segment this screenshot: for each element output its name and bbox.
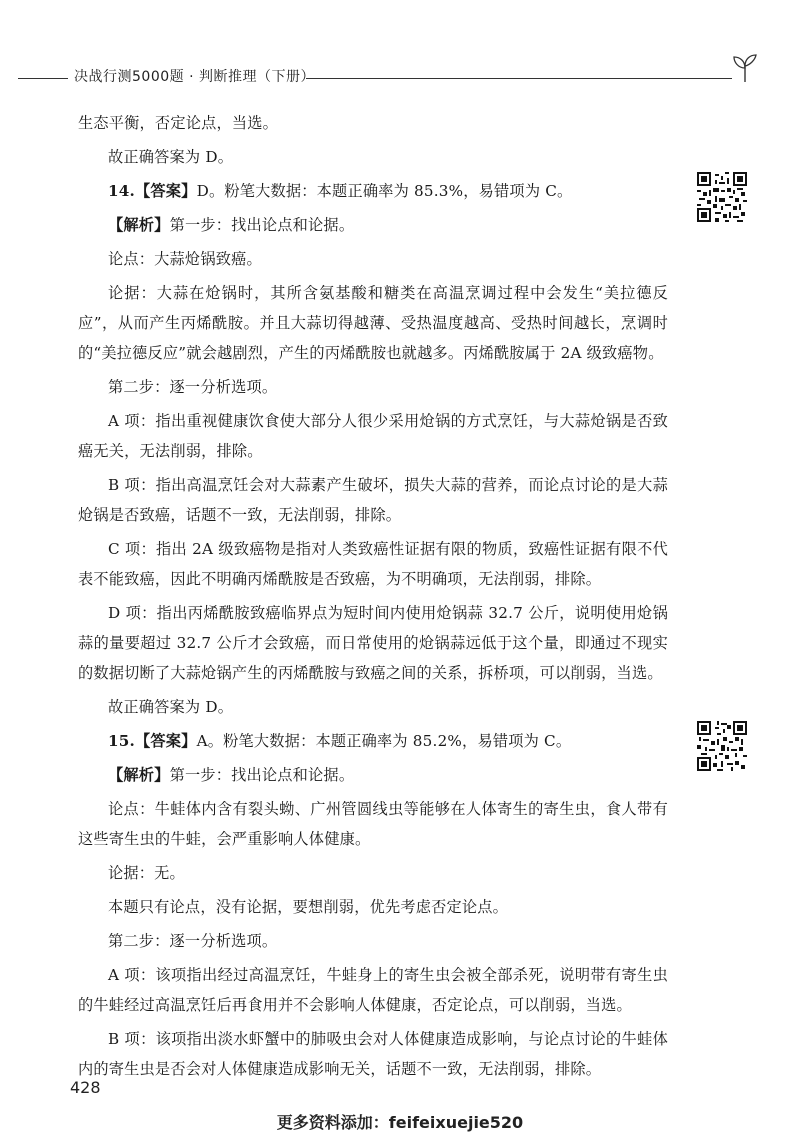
sprout-icon [728,50,762,84]
qr-code-icon [697,721,747,771]
paragraph: 生态平衡，否定论点，当选。 [78,114,279,132]
analysis-15: 【解析】第一步：找出论点和论据。 [108,766,355,784]
paragraph: 故正确答案为 D。 [108,698,234,716]
answer-15: 15.【答案】A。粉笔大数据：本题正确率为 85.2%，易错项为 C。 [108,732,572,750]
option-a: A 项：该项指出经过高温烹饪，牛蛙身上的寄生虫会被全部杀死，说明带有寄生虫的牛蛙经过高温烹饪后再食用并不会影响人体健康，否定论点，可以削弱，当选。 [78,966,668,1014]
page-body [78,108,668,1088]
page-number: 428 [70,1078,101,1097]
paragraph: 故正确答案为 D。 [108,148,234,166]
paragraph: 第二步：逐一分析选项。 [108,378,278,396]
option-a: A 项：指出重视健康饮食使大部分人很少采用炝锅的方式烹饪，与大蒜炝锅是否致癌无关，无法削弱，排除。 [78,412,668,460]
footer-note: 更多资料添加：feifeixuejie520 [276,1113,524,1132]
book-title: 决战行测5000题 · 判断推理（下册） [74,69,315,85]
option-c: C 项：指出 2A 级致癌物是指对人类致癌性证据有限的物质，致癌性证据有限不代表不能致癌，因此不明确丙烯酰胺是否致癌，为不明确项，无法削弱，排除。 [78,540,668,588]
analysis-14: 【解析】第一步：找出论点和论据。 [108,216,355,234]
paragraph: 论据：无。 [108,864,185,882]
option-b: B 项：指出高温烹饪会对大蒜素产生破坏，损失大蒜的营养，而论点讨论的是大蒜炝锅是否致癌，话题不一致，无法削弱，排除。 [78,476,668,524]
paragraph: 论据：大蒜在炝锅时，其所含氨基酸和糖类在高温烹调过程中会发生“美拉德反应”，从而产生丙烯酰胺。并且大蒜切得越薄、受热温度越高、受热时间越长，烹调时的“美拉德反应”就会越剧烈，产生的丙烯酰胺也就越多。丙烯酰胺属于 2A 级致癌物。 [78,284,668,362]
paragraph: 论点：大蒜炝锅致癌。 [108,250,262,268]
header-rule-right [306,78,732,79]
option-b: B 项：该项指出淡水虾蟹中的肺吸虫会对人体健康造成影响，与论点讨论的牛蛙体内的寄生虫是否会对人体健康造成影响无关，话题不一致，无法削弱，排除。 [78,1030,668,1078]
qr-code-icon [697,172,747,222]
paragraph: 第二步：逐一分析选项。 [108,932,278,950]
header-rule-left [18,78,68,79]
paragraph: 本题只有论点，没有论据，要想削弱，优先考虑否定论点。 [108,898,509,916]
paragraph: 论点：牛蛙体内含有裂头蚴、广州管圆线虫等能够在人体寄生的寄生虫，食人带有这些寄生虫的牛蛙，会严重影响人体健康。 [78,800,668,848]
answer-14: 14.【答案】D。粉笔大数据：本题正确率为 85.3%，易错项为 C。 [108,182,573,200]
option-d: D 项：指出丙烯酰胺致癌临界点为短时间内使用炝锅蒜 32.7 公斤，说明使用炝锅蒜的量要超过 32.7 公斤才会致癌，而日常使用的炝锅蒜远低于这个量，即通过不现实的数据切断了大蒜炝锅产生的丙烯酰胺与致癌之间的关系，拆桥项，可以削弱，当选。 [78,604,668,682]
